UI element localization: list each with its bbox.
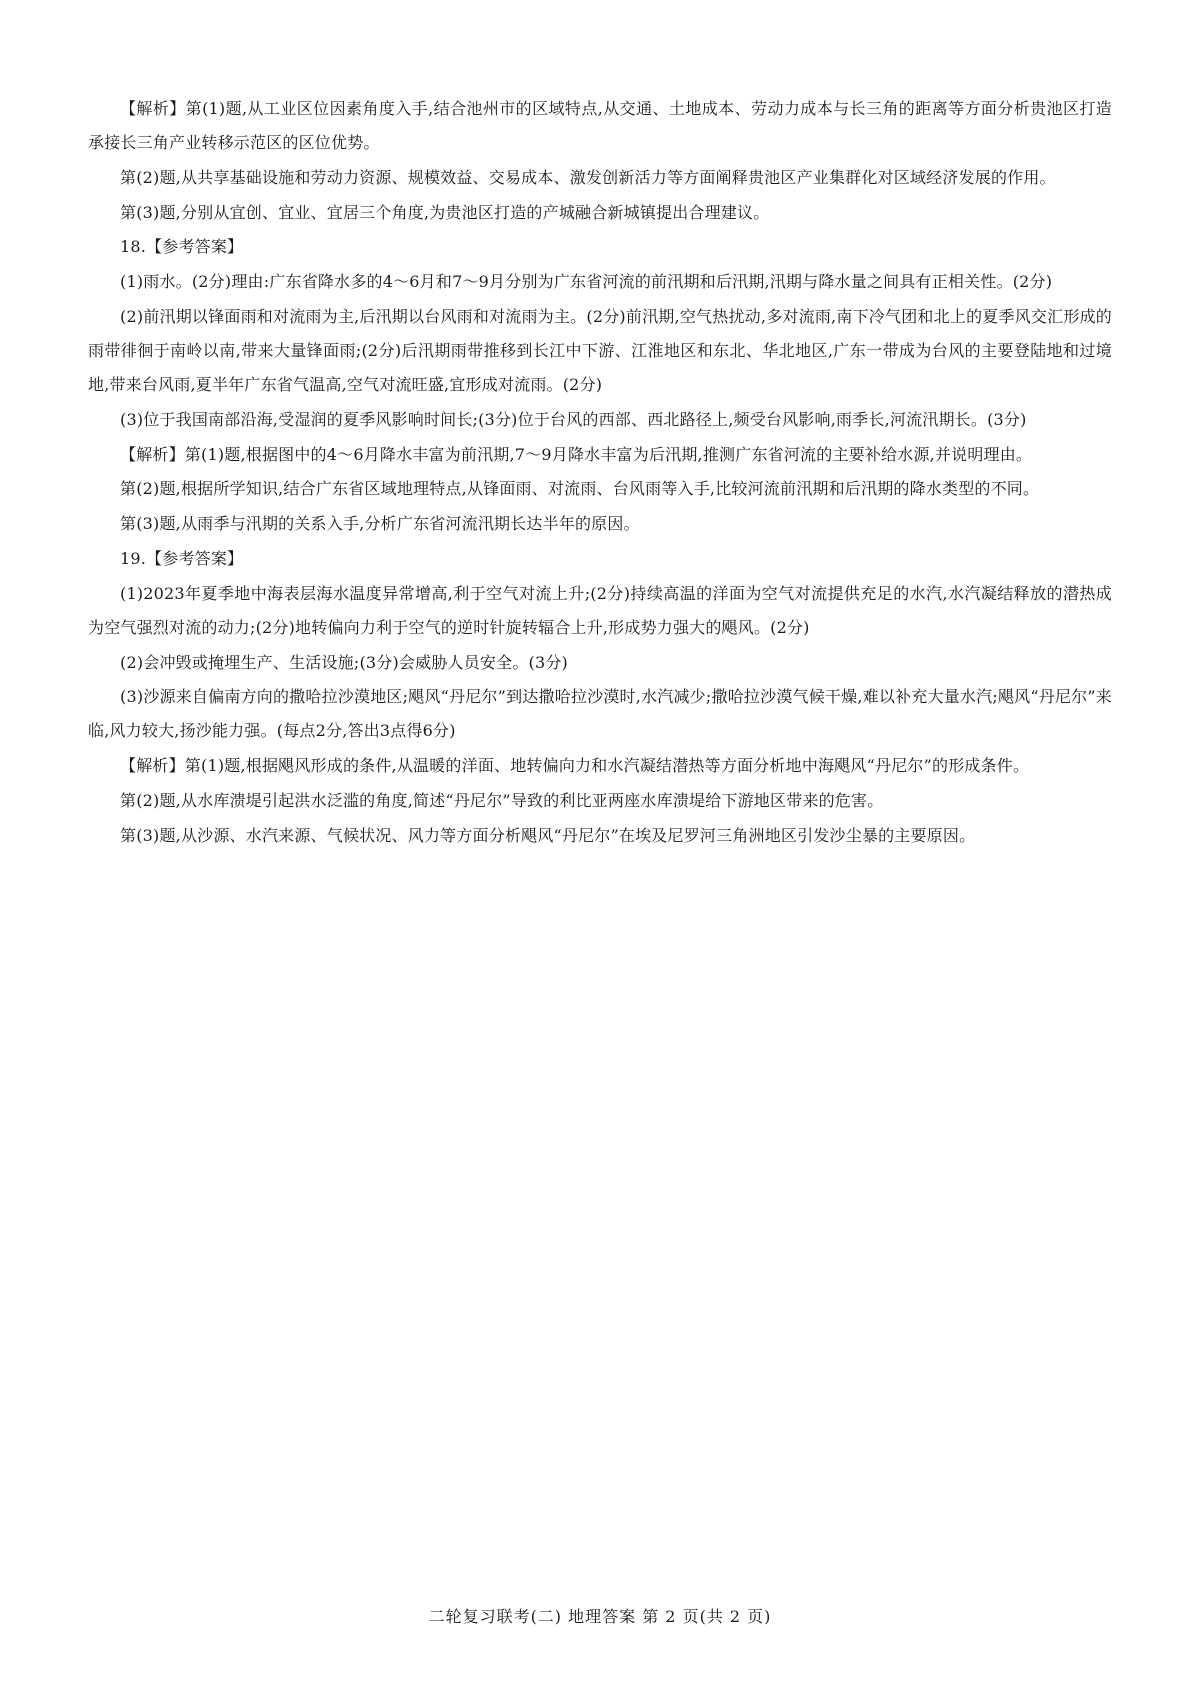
paragraph: 第(3)题,从雨季与汛期的关系入手,分析广东省河流汛期长达半年的原因。 [120,514,640,534]
paragraph: (3)位于我国南部沿海,受湿润的夏季风影响时间长;(3分)位于台风的西部、西北路径上,频受台风影响,雨季长,河流汛期长。(3分) [120,409,1027,429]
paragraph: 第(2)题,从水库溃堤引起洪水泛滥的角度,简述“丹尼尔”导致的利比亚两座水库溃堤给下游地区带来的危害。 [120,790,884,810]
paragraph: (3)沙源来自偏南方向的撒哈拉沙漠地区;飓风“丹尼尔”到达撒哈拉沙漠时,水汽减少;撒哈拉沙漠气候干燥,难以补充大量水汽;飓风“丹尼尔”来临,风力较大,扬沙能力强。(每点2分,答出3点得6分) [88,687,1112,741]
paragraph: (2)前汛期以锋面雨和对流雨为主,后汛期以台风雨和对流雨为主。(2分)前汛期,空气热扰动,多对流雨,南下冷气团和北上的夏季风交汇形成的雨带徘徊于南岭以南,带来大量锋面雨;(2分)后汛期雨带推移到长江中下游、江淮地区和东北、华北地区,广东一带成为台风的主要登陆地和过境地,带来台风雨,夏半年广东省气温高,空气对流旺盛,宜形成对流雨。(2分) [88,306,1112,394]
page-footer: 二轮复习联考(二) 地理答案 第 2 页(共 2 页) [428,1607,772,1626]
paragraph: 第(3)题,分别从宜创、宜业、宜居三个角度,为贵池区打造的产城融合新城镇提出合理建议。 [120,202,770,222]
paragraph: 第(2)题,根据所学知识,结合广东省区域地理特点,从锋面雨、对流雨、台风雨等入手,比较河流前汛期和后汛期的降水类型的不同。 [120,479,1040,499]
paragraph: (1)雨水。(2分)理由:广东省降水多的4～6月和7～9月分别为广东省河流的前汛期和后汛期,汛期与降水量之间具有正相关性。(2分) [120,272,1053,292]
paragraph: 第(3)题,从沙源、水汽来源、气候状况、风力等方面分析飓风“丹尼尔”在埃及尼罗河三角洲地区引发沙尘暴的主要原因。 [120,825,976,845]
question-19-heading: 19.【参考答案】 [120,548,244,568]
paragraph: 【解析】第(1)题,根据图中的4～6月降水丰富为前汛期,7～9月降水丰富为后汛期,推测广东省河流的主要补给水源,并说明理由。 [120,444,1033,464]
paragraph: (1)2023年夏季地中海表层海水温度异常增高,利于空气对流上升;(2分)持续高温的洋面为空气对流提供充足的水汽,水汽凝结释放的潜热成为空气强烈对流的动力;(2分)地转偏向力利于空气的逆时针旋转辐合上升,形成势力强大的飓风。(2分) [88,583,1112,637]
paragraph: (2)会冲毁或掩埋生产、生活设施;(3分)会威胁人员安全。(3分) [120,652,568,672]
question-18-heading: 18.【参考答案】 [120,237,244,257]
paragraph: 【解析】第(1)题,从工业区位因素角度入手,结合池州市的区域特点,从交通、土地成本、劳动力成本与长三角的距离等方面分析贵池区打造承接长三角产业转移示范区的区位优势。 [88,99,1112,152]
answer-content [88,92,1112,854]
paragraph: 【解析】第(1)题,根据飓风形成的条件,从温暖的洋面、地转偏向力和水汽凝结潜热等方面分析地中海飓风“丹尼尔”的形成条件。 [120,756,1030,776]
paragraph: 第(2)题,从共享基础设施和劳动力资源、规模效益、交易成本、激发创新活力等方面阐释贵池区产业集群化对区域经济发展的作用。 [120,167,1056,187]
